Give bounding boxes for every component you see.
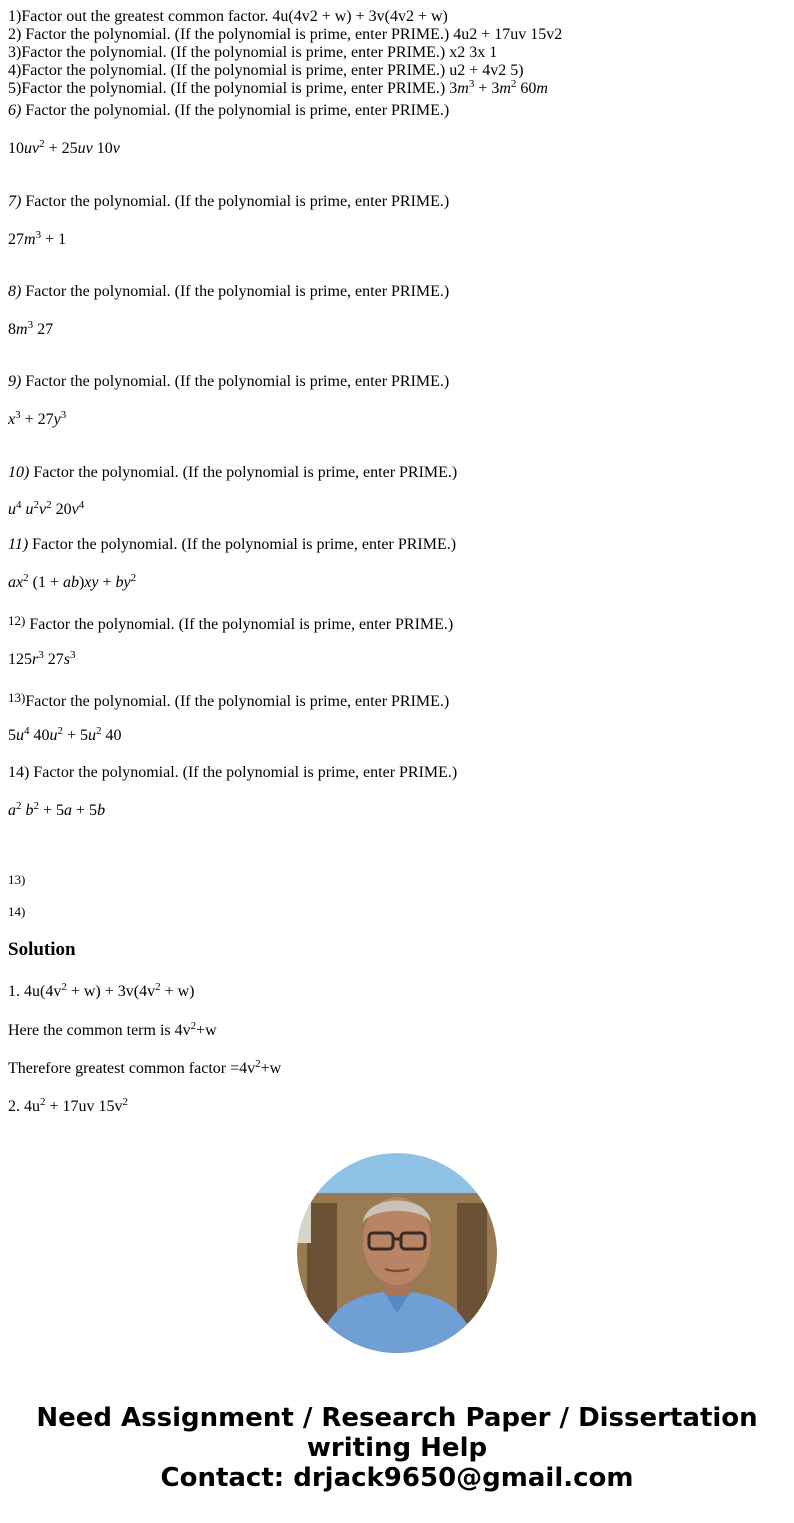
var: m (24, 231, 36, 248)
question-number: 8) (8, 283, 22, 300)
question-prompt: Factor the polynomial. (If the polynomial is prime, enter PRIME.) (29, 616, 454, 633)
exp: 2 (16, 800, 22, 812)
exp: 3 (27, 319, 34, 331)
question-11-expression (8, 573, 136, 593)
question-7-title (8, 192, 449, 212)
exp: 3 (35, 229, 42, 241)
var: ab (62, 574, 79, 591)
exp: 2 (255, 1058, 261, 1070)
exp: 2 (96, 725, 102, 737)
var: a (8, 802, 16, 819)
solution-line-2 (8, 1021, 217, 1041)
question-11-title (8, 535, 456, 555)
term: 10 (8, 140, 24, 157)
exp: 2 (33, 499, 39, 511)
promo-banner (0, 1403, 794, 1493)
exp: 3 (69, 649, 76, 661)
question-prompt: Factor the polynomial. (If the polynomial is prime, enter PRIME.) (25, 693, 450, 710)
var: s (63, 651, 70, 668)
term: Therefore greatest common factor =4v (8, 1060, 256, 1077)
portrait-image (297, 1153, 497, 1353)
header-block (8, 8, 788, 98)
term: + 1 (41, 231, 67, 248)
question-3-line: 3)Factor the polynomial. (If the polynomial is prime, enter PRIME.) x2 3x 1 (8, 44, 498, 61)
exp: 2 (33, 800, 39, 812)
term: + w) (160, 983, 195, 1000)
question-8-title (8, 282, 449, 302)
question-number: 10) (8, 464, 30, 481)
term: 40 (101, 727, 122, 744)
question-13-expression (8, 726, 122, 746)
exp: 2 (190, 1020, 197, 1032)
var: r (32, 651, 39, 668)
var: b (25, 802, 34, 819)
var: x (8, 411, 16, 428)
question-13-title (8, 688, 449, 712)
term: +w (260, 1060, 282, 1077)
exp: 4 (16, 499, 22, 511)
q5-var: m (499, 80, 511, 97)
term: 2. 4u (8, 1098, 40, 1115)
author-avatar (297, 1153, 497, 1353)
term: 27 (33, 321, 54, 338)
question-12-title (8, 611, 453, 635)
term: + 5 (39, 802, 65, 819)
term: 27 (43, 651, 64, 668)
question-number: 9) (8, 373, 22, 390)
var: u (8, 501, 16, 518)
var: m (16, 321, 28, 338)
question-number: 12) (8, 613, 26, 628)
var: ax (8, 574, 24, 591)
var: u (25, 501, 34, 518)
exp: 2 (130, 572, 137, 584)
var: u (16, 727, 24, 744)
question-prompt: Factor the polynomial. (If the polynomial is prime, enter PRIME.) (33, 464, 458, 481)
term: + 27 (20, 411, 54, 428)
promo-contact[interactable]: Contact: drjack9650@gmail.com (160, 1463, 634, 1493)
wall-switch (297, 1203, 311, 1243)
term: + 5 (72, 802, 98, 819)
question-7-expression (8, 230, 66, 250)
term: 125 (8, 651, 32, 668)
answer-label-13: 13) (8, 872, 26, 887)
term: +w (196, 1022, 217, 1039)
term: 10 (92, 140, 113, 157)
exp: 2 (61, 981, 67, 993)
exp: 2 (46, 499, 52, 511)
exp: 3 (60, 409, 67, 421)
question-14-title (8, 763, 457, 783)
question-prompt: Factor the polynomial. (If the polynomial is prime, enter PRIME.) (25, 283, 450, 300)
question-number: 7) (8, 193, 22, 210)
term: + w) + 3v(4v (66, 983, 156, 1000)
question-5-line (8, 80, 788, 98)
exp: 2 (23, 572, 29, 584)
exp: 2 (122, 1096, 129, 1108)
var: xy (84, 574, 99, 591)
term: + 17uv 15v (45, 1098, 123, 1115)
exp: 3 (15, 409, 21, 421)
term: + 25 (44, 140, 78, 157)
question-prompt: Factor the polynomial. (If the polynomial is prime, enter PRIME.) (25, 373, 450, 390)
solution-line-1 (8, 982, 195, 1002)
question-prompt: Factor the polynomial. (If the polynomial is prime, enter PRIME.) (25, 102, 450, 119)
question-9-title (8, 372, 449, 392)
var: uv (24, 140, 40, 157)
promo-line-2: writing Help (306, 1433, 488, 1463)
var: v (71, 501, 79, 518)
question-14-expression (8, 801, 105, 821)
term: Here the common term is 4v (8, 1022, 191, 1039)
question-number: 13) (8, 690, 26, 705)
var: uv (77, 140, 93, 157)
term: 20 (51, 501, 72, 518)
var: by (115, 574, 131, 591)
exp: 2 (57, 725, 63, 737)
q5-term: 60 (516, 80, 537, 97)
term: ) (78, 574, 85, 591)
answer-label-14: 14) (8, 904, 26, 919)
question-number: 11) (8, 536, 29, 553)
wall-panel (307, 1203, 337, 1323)
exp: 3 (38, 649, 44, 661)
solution-heading: Solution (8, 939, 76, 960)
question-10-title (8, 463, 457, 483)
question-10-expression (8, 500, 84, 520)
q5-term: + 3 (474, 80, 500, 97)
question-6-title (8, 101, 449, 121)
q5-exp: 2 (510, 78, 517, 90)
var: u (88, 727, 97, 744)
q5-var: m (536, 80, 548, 97)
exp: 2 (155, 981, 161, 993)
var: b (97, 802, 106, 819)
exp: 4 (78, 499, 85, 511)
question-prompt: Factor the polynomial. (If the polynomial is prime, enter PRIME.) (33, 764, 458, 781)
solution-line-3 (8, 1059, 281, 1079)
q5-var: m (457, 80, 469, 97)
term: + (98, 574, 116, 591)
question-8-expression (8, 320, 53, 340)
term: 27 (8, 231, 24, 248)
term: 5 (8, 727, 16, 744)
term: 1. 4u(4v (8, 983, 62, 1000)
question-4-line: 4)Factor the polynomial. (If the polynomial is prime, enter PRIME.) u2 + 4v2 5) (8, 62, 524, 79)
question-1-line: 1)Factor out the greatest common factor. 4u(4v2 + w) + 3v(4v2 + w) (8, 8, 448, 25)
var: v (39, 501, 47, 518)
exp: 2 (39, 138, 45, 150)
var: a (64, 802, 73, 819)
q5-label: 5)Factor the polynomial. (If the polynomial is prime, enter PRIME.) 3 (8, 80, 458, 97)
solution-line-4 (8, 1097, 128, 1117)
promo-line-1: Need Assignment / Research Paper / Dissertation (36, 1403, 758, 1433)
var: u (49, 727, 58, 744)
question-6-expression (8, 139, 120, 159)
term: 8 (8, 321, 16, 338)
var: v (112, 140, 120, 157)
question-12-expression (8, 650, 75, 670)
exp: 2 (40, 1096, 46, 1108)
question-prompt: Factor the polynomial. (If the polynomial is prime, enter PRIME.) (32, 536, 457, 553)
wall-panel (457, 1203, 487, 1323)
question-prompt: Factor the polynomial. (If the polynomial is prime, enter PRIME.) (25, 193, 450, 210)
question-number: 6) (8, 102, 22, 119)
question-number: 14) (8, 764, 30, 781)
question-2-line: 2) Factor the polynomial. (If the polynomial is prime, enter PRIME.) 4u2 + 17uv 15v2 (8, 26, 563, 43)
term: (1 + (28, 574, 63, 591)
question-9-expression (8, 410, 66, 430)
var: y (53, 411, 61, 428)
q5-exp: 3 (468, 78, 475, 90)
exp: 4 (24, 725, 30, 737)
term: + 5 (63, 727, 89, 744)
term: 40 (29, 727, 50, 744)
